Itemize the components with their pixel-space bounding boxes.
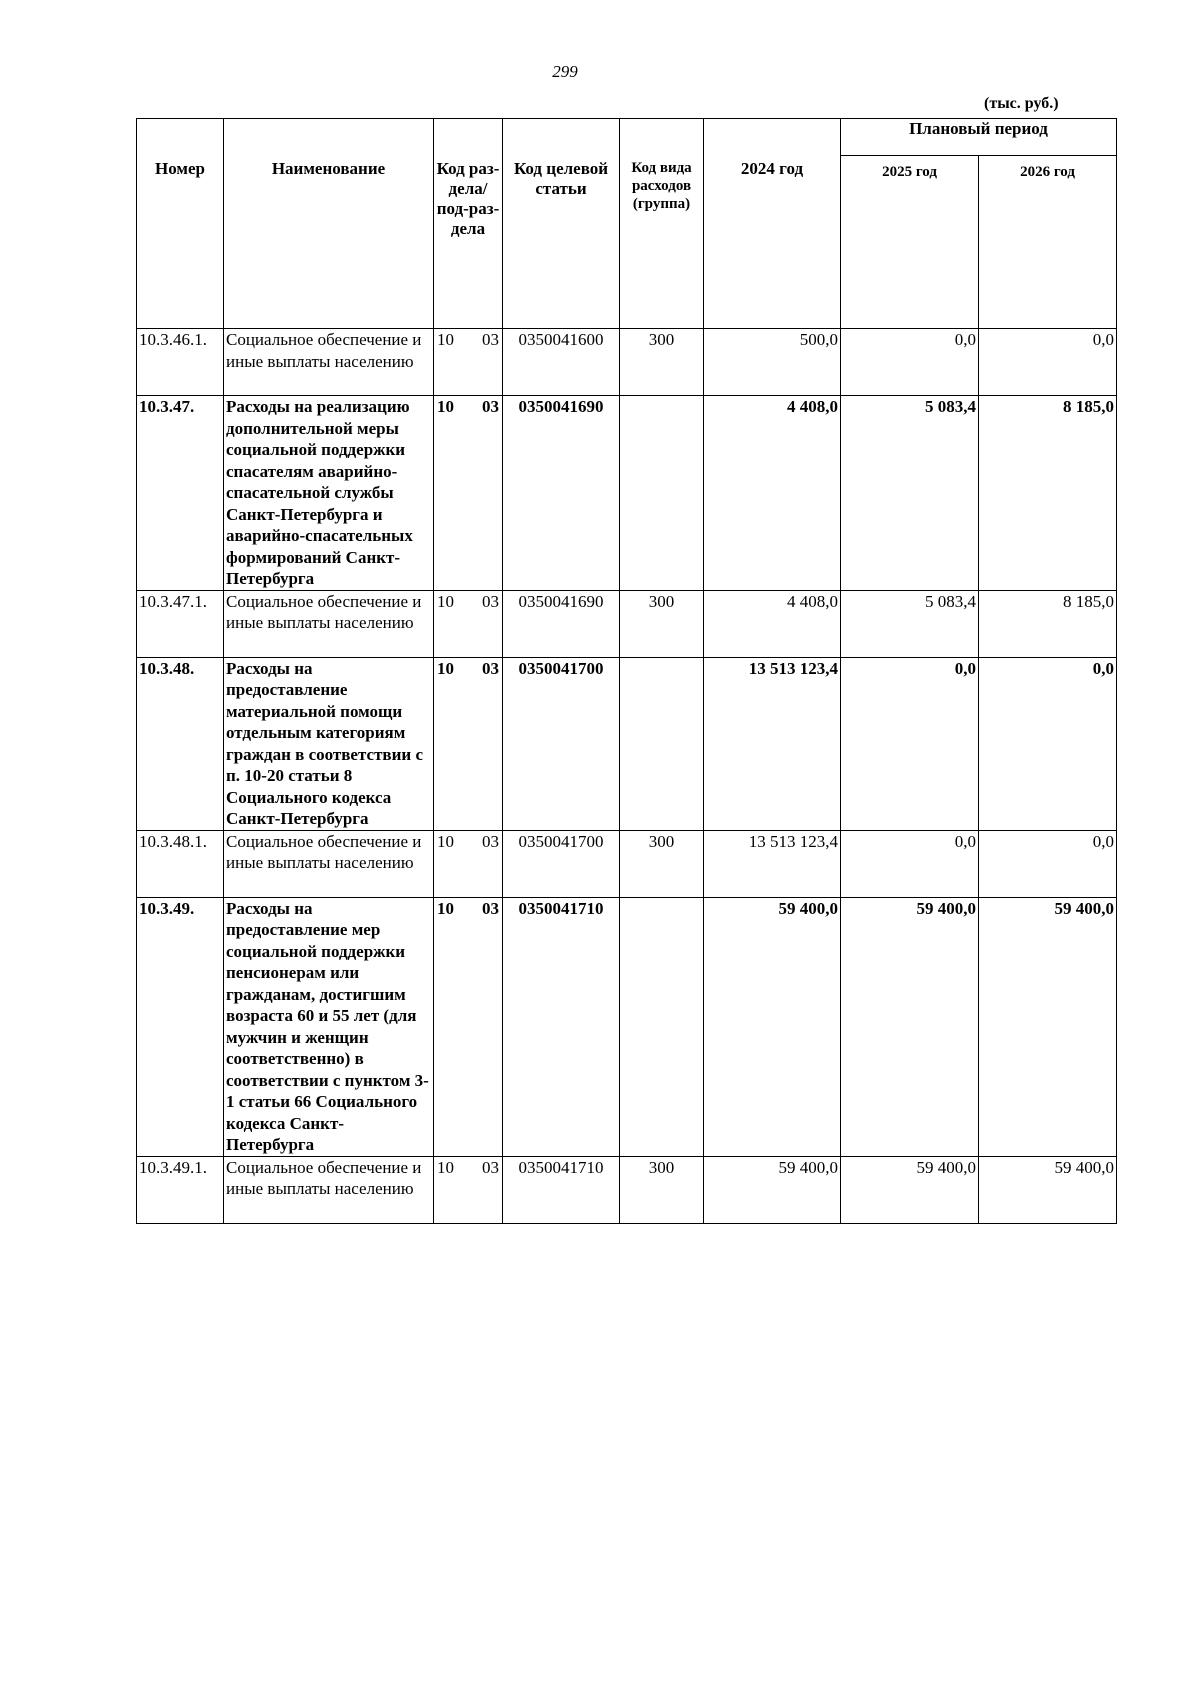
row-razdel: 10 [437,1157,454,1177]
row-name: Социальное обеспечение и иные выплаты населению [224,329,434,396]
row-section-code [434,657,503,830]
row-expense-type [620,396,704,591]
header-section-code: Код раз-дела/ под-раз-дела [434,119,503,329]
row-amount-2024: 4 408,0 [704,396,841,591]
budget-table [136,118,1117,1224]
table-row [137,657,1117,830]
row-amount-2026: 59 400,0 [979,897,1117,1156]
row-target-code: 0350041600 [503,329,620,396]
row-name: Расходы на предоставление материальной помощи отдельным категориям граждан в соответствии с п. 10-20 статьи 8 Социального кодекса Санкт-Петербурга [224,657,434,830]
row-target-code: 0350041700 [503,830,620,897]
row-name: Социальное обеспечение и иные выплаты населению [224,590,434,657]
header-number: Номер [137,119,224,329]
header-year-2024: 2024 год [704,119,841,329]
row-name: Расходы на предоставление мер социальной поддержки пенсионерам или гражданам, достигшим возраста 60 и 55 лет (для мужчин и женщин соответственно) в соответствии с пунктом 3-1 статьи 66 Социального кодекса Санкт-Петербурга [224,897,434,1156]
row-podrazdel: 03 [482,658,499,678]
row-podrazdel: 03 [482,831,499,851]
row-podrazdel: 03 [482,591,499,611]
table-row [137,830,1117,897]
row-podrazdel: 03 [482,898,499,918]
row-amount-2025: 0,0 [841,830,979,897]
row-amount-2026: 0,0 [979,830,1117,897]
row-section-code [434,590,503,657]
row-expense-type: 300 [620,1156,704,1223]
row-section-code [434,396,503,591]
row-amount-2024: 4 408,0 [704,590,841,657]
row-amount-2025: 59 400,0 [841,1156,979,1223]
row-name: Социальное обеспечение и иные выплаты населению [224,830,434,897]
row-target-code: 0350041710 [503,897,620,1156]
row-section-code [434,329,503,396]
row-amount-2025: 5 083,4 [841,590,979,657]
row-target-code: 0350041690 [503,590,620,657]
row-number: 10.3.47. [137,396,224,591]
row-target-code: 0350041700 [503,657,620,830]
row-amount-2024: 59 400,0 [704,1156,841,1223]
row-expense-type: 300 [620,830,704,897]
row-amount-2024: 500,0 [704,329,841,396]
table-row [137,590,1117,657]
row-name: Расходы на реализацию дополнительной меры социальной поддержки спасателям аварийно-спасательной службы Санкт-Петербурга и аварийно-спасательных формирований Санкт-Петербурга [224,396,434,591]
row-expense-type [620,657,704,830]
table-row [137,897,1117,1156]
table-row [137,1156,1117,1223]
row-section-code [434,897,503,1156]
row-name: Социальное обеспечение и иные выплаты населению [224,1156,434,1223]
row-expense-type [620,897,704,1156]
header-target-code: Код целевой статьи [503,119,620,329]
header-expense-type-code: Код вида расходов (группа) [620,119,704,329]
header-year-2025: 2025 год [841,156,979,329]
page-number: 299 [552,62,578,81]
row-amount-2025: 59 400,0 [841,897,979,1156]
header-name: Наименование [224,119,434,329]
row-podrazdel: 03 [482,397,499,416]
row-razdel: 10 [437,658,454,678]
row-target-code: 0350041690 [503,396,620,591]
row-number: 10.3.47.1. [137,590,224,657]
row-amount-2026: 8 185,0 [979,590,1117,657]
row-expense-type: 300 [620,590,704,657]
row-number: 10.3.48. [137,657,224,830]
row-number: 10.3.49.1. [137,1156,224,1223]
row-amount-2024: 59 400,0 [704,897,841,1156]
row-razdel: 10 [437,898,454,918]
row-amount-2024: 13 513 123,4 [704,830,841,897]
row-podrazdel: 03 [482,330,499,349]
row-amount-2025: 0,0 [841,657,979,830]
row-razdel: 10 [437,330,454,349]
row-amount-2026: 8 185,0 [979,396,1117,591]
row-podrazdel: 03 [482,1157,499,1177]
row-number: 10.3.46.1. [137,329,224,396]
row-razdel: 10 [437,397,454,416]
row-amount-2026: 0,0 [979,657,1117,830]
table-row [137,329,1117,396]
row-number: 10.3.49. [137,897,224,1156]
row-amount-2025: 5 083,4 [841,396,979,591]
row-expense-type: 300 [620,329,704,396]
row-section-code [434,830,503,897]
row-number: 10.3.48.1. [137,830,224,897]
units-label: (тыс. руб.) [984,95,1059,112]
table-row [137,396,1117,591]
row-section-code [434,1156,503,1223]
row-amount-2026: 0,0 [979,329,1117,396]
header-year-2026: 2026 год [979,156,1117,329]
row-target-code: 0350041710 [503,1156,620,1223]
row-amount-2024: 13 513 123,4 [704,657,841,830]
row-amount-2025: 0,0 [841,329,979,396]
row-amount-2026: 59 400,0 [979,1156,1117,1223]
header-plan-period: Плановый период [841,119,1117,156]
row-razdel: 10 [437,591,454,611]
row-razdel: 10 [437,831,454,851]
